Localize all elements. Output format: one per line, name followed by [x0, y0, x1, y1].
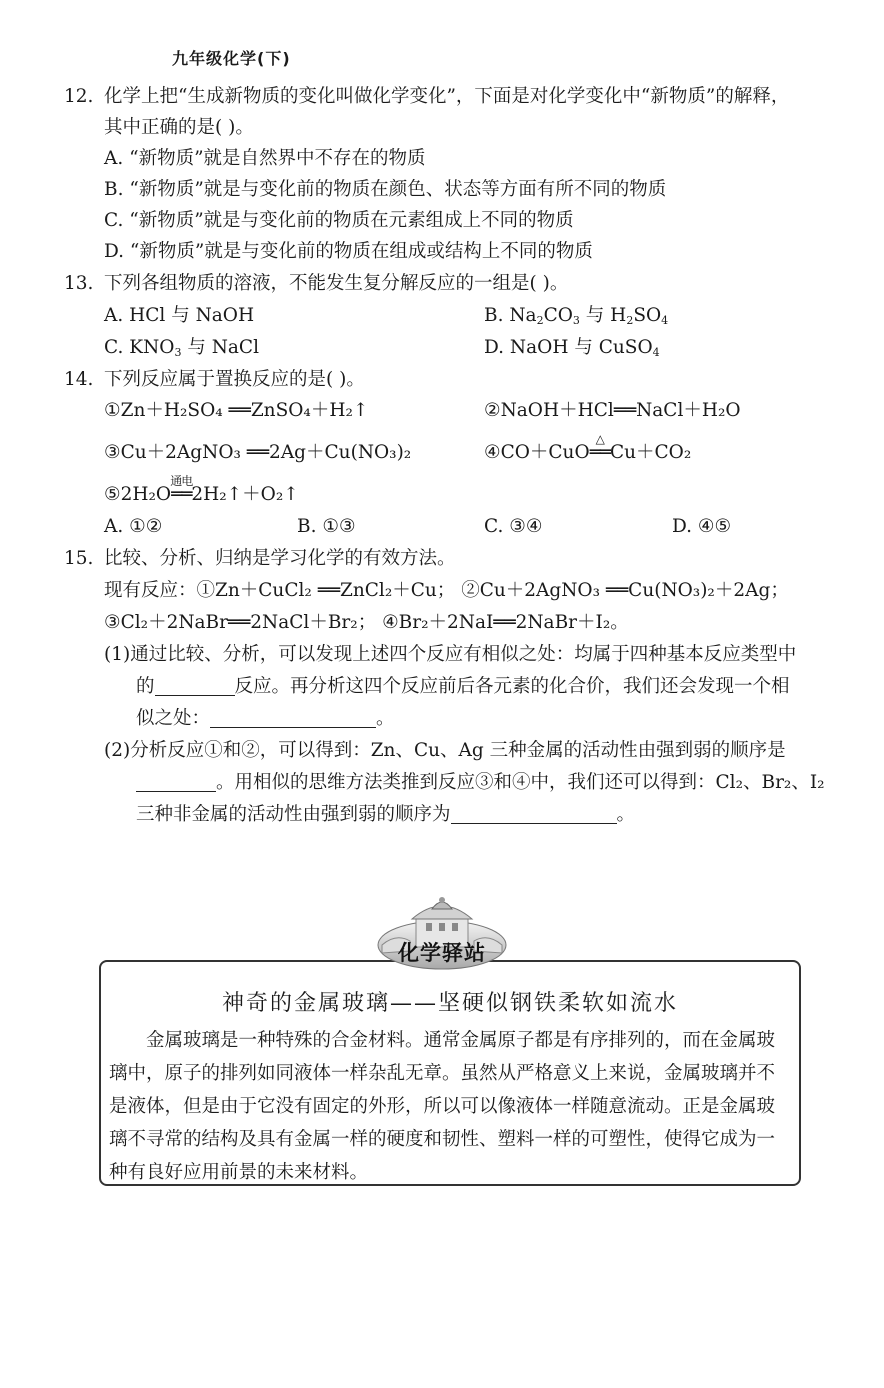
- q14-reaction-5: ⑤2H₂O══ 通电 2H₂↑＋O₂↑: [104, 480, 299, 510]
- q12-option-c: C. “新物质”就是与变化前的物质在元素组成上不同的物质: [104, 210, 574, 231]
- q14-reaction-1: ①Zn＋H₂SO₄ ══ZnSO₄＋H₂↑: [104, 400, 369, 421]
- q15-part2-line1: (2)分析反应①和②，可以得到：Zn、Cu、Ag 三种金属的活动性由强到弱的顺序是: [104, 740, 786, 761]
- q15-number: 15.: [64, 548, 94, 569]
- heat-condition: △: [595, 432, 604, 446]
- q12-stem-line2: 其中正确的是( )。: [104, 117, 254, 138]
- q15-stem: 比较、分析、归纳是学习化学的有效方法。: [104, 548, 456, 569]
- q14-option-b: B. ①③: [297, 516, 356, 537]
- heat-equals-sign: ══ △: [590, 438, 610, 468]
- q15-part1-line1: (1)通过比较、分析，可以发现上述四个反应有相似之处：均属于四种基本反应类型中: [104, 644, 797, 665]
- electrolysis-equals-sign: ══ 通电: [171, 480, 191, 510]
- q13-stem: 下列各组物质的溶液，不能发生复分解反应的一组是( )。: [104, 273, 569, 294]
- q15-reactions-line1: 现有反应：①Zn＋CuCl₂ ══ZnCl₂＋Cu； ②Cu＋2AgNO₃ ══Cu(NO₃)₂＋2Ag；: [104, 580, 789, 601]
- q14-number: 14.: [64, 369, 94, 390]
- answer-blank-metal-order[interactable]: [136, 771, 216, 792]
- electrolysis-condition: 通电: [170, 474, 193, 488]
- q13-number: 13.: [64, 273, 94, 294]
- reading-box: [99, 960, 801, 1186]
- q14-reaction-2: ②NaOH＋HCl══NaCl＋H₂O: [484, 400, 741, 421]
- answer-blank-reaction-type[interactable]: [155, 675, 235, 696]
- reading-box-body: 金属玻璃是一种特殊的合金材料。通常金属原子都是有序排列的，而在金属玻璃中，原子的排列如同液体一样杂乱无章。虽然从严格意义上来说，金属玻璃并不是液体，但是由于它没有固定的外形，所以可以像液体一样随意流动。正是金属玻璃不寻常的结构及具有金属一样的硬度和韧性、塑料一样的可塑性，使得它成为一种有良好应用前景的未来材料。: [109, 1030, 776, 1183]
- q15-part1-line3: 似之处： 。: [136, 708, 395, 729]
- q15-part2-line3: 三种非金属的活动性由强到弱的顺序为 。: [136, 804, 636, 825]
- q12-number: 12.: [64, 86, 94, 107]
- q12-option-b: B. “新物质”就是与变化前的物质在颜色、状态等方面有所不同的物质: [104, 179, 667, 200]
- answer-blank-nonmetal-order[interactable]: [451, 803, 617, 824]
- q12-option-d: D. “新物质”就是与变化前的物质在组成或结构上不同的物质: [104, 241, 593, 262]
- reading-box-title: 神奇的金属玻璃——坚硬似钢铁柔软如流水: [221, 991, 678, 1016]
- q14-option-d: D. ④⑤: [672, 516, 732, 537]
- q12-option-a: A. “新物质”就是自然界中不存在的物质: [104, 148, 426, 169]
- q14-reaction-3: ③Cu＋2AgNO₃ ══2Ag＋Cu(NO₃)₂: [104, 442, 412, 463]
- answer-blank-similarity[interactable]: [210, 707, 376, 728]
- q14-reaction-4: ④CO＋CuO══ △ Cu＋CO₂: [484, 438, 691, 468]
- q14-option-c: C. ③④: [484, 516, 543, 537]
- q15-reactions-line2: ③Cl₂＋2NaBr══2NaCl＋Br₂； ④Br₂＋2NaI══2NaBr＋I₂。: [104, 612, 629, 633]
- q14-option-a: A. ①②: [104, 516, 163, 537]
- q13-option-d: D. NaOH 与 CuSO$_4$: [484, 337, 660, 359]
- chemistry-station-badge: [376, 895, 508, 983]
- running-header: 九年级化学(下): [172, 49, 291, 68]
- q13-option-a: A. HCl 与 NaOH: [104, 305, 255, 326]
- q15-part1-line2: 的 反应。再分析这四个反应前后各元素的化合价，我们还会发现一个相: [136, 676, 790, 697]
- q13-option-b: B. $Na_2CO_3$ 与 $H_2SO_4$: [484, 305, 669, 327]
- q13-option-c: C. $KNO_3$ 与 NaCl: [104, 337, 259, 359]
- q12-stem-line1: 化学上把“生成新物质的变化叫做化学变化”，下面是对化学变化中“新物质”的解释，: [104, 86, 790, 107]
- badge-label: 化学驿站: [398, 941, 486, 965]
- q15-part2-line2: 。用相似的思维方法类推到反应③和④中，我们还可以得到：Cl₂、Br₂、I₂: [136, 768, 825, 798]
- q14-stem: 下列反应属于置换反应的是( )。: [104, 369, 365, 390]
